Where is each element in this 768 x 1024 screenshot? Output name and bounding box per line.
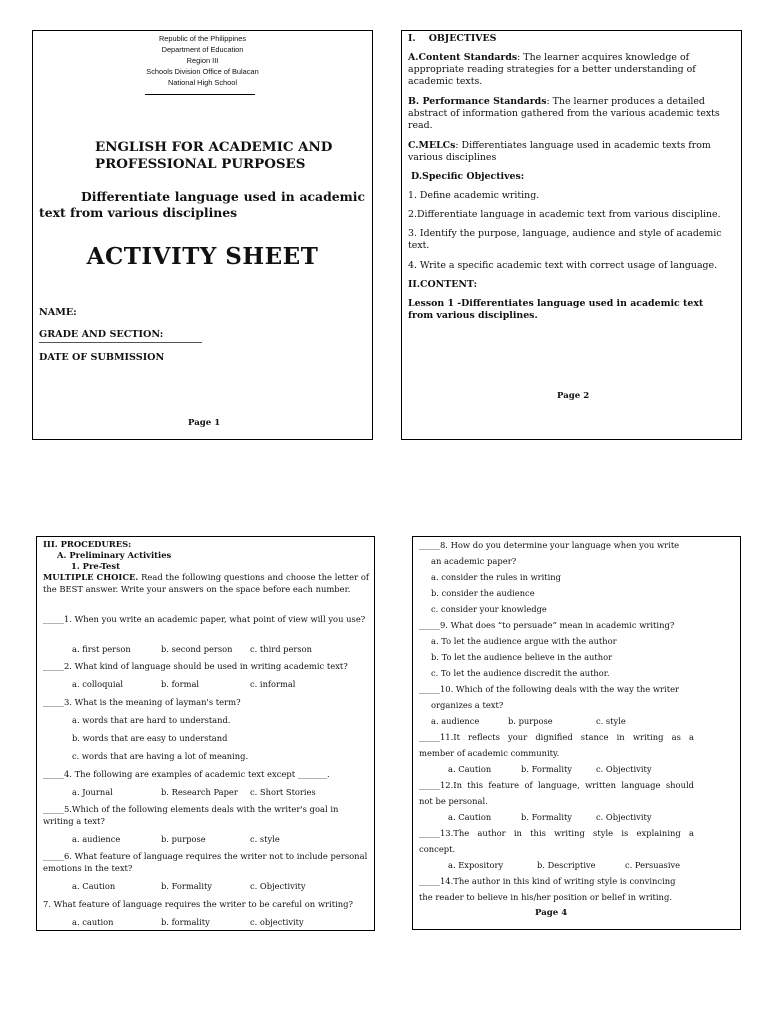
question-9: _____9. What does “to persuade” mean in academic writing? xyxy=(419,620,675,630)
option: c. consider your knowledge xyxy=(431,604,547,614)
option: b. second person xyxy=(161,644,233,654)
option: c. To let the audience discredit the author. xyxy=(431,668,610,678)
activity-sheet-cover-page xyxy=(32,30,373,440)
content-standards-label: A.Content Standards xyxy=(408,52,518,63)
content-standards xyxy=(408,52,730,89)
option: c. style xyxy=(250,834,280,844)
question-5: _____5.Which of the following elements deals with the writer's goal in writing a text? xyxy=(43,804,339,826)
multiple-choice-instructions xyxy=(43,572,369,595)
instructions-text: Read the following questions and choose the letter of the BEST answer. Write your answers on the space before each number. xyxy=(43,572,369,594)
option: b. formality xyxy=(161,917,210,927)
question-2: _____2. What kind of language should be used in writing academic text? xyxy=(43,661,348,671)
option: c. Objectivity xyxy=(596,812,652,822)
option: a. audience xyxy=(72,834,121,844)
header-underline xyxy=(145,94,255,95)
subject-title-line2: PROFESSIONAL PURPOSES xyxy=(95,156,306,172)
option: c. Objectivity xyxy=(596,764,652,774)
question-7: 7. What feature of language requires the writer to be careful on writing? xyxy=(43,899,353,909)
lesson-subtitle: Differentiate language used in academic text from various disciplines xyxy=(39,189,365,220)
pre-test-continued-page xyxy=(412,536,741,930)
option: a. Caution xyxy=(448,812,492,822)
option: a. audience xyxy=(431,716,480,726)
option: a. Expository xyxy=(448,860,504,870)
melcs xyxy=(408,140,730,164)
question-14-continued: the reader to believe in his/her position or belief in writing. xyxy=(419,892,672,902)
name-label: NAME: xyxy=(39,307,77,318)
objectives-heading: I. OBJECTIVES xyxy=(408,33,497,44)
page-number: Page 4 xyxy=(535,908,568,918)
content-heading: II.CONTENT: xyxy=(408,279,478,290)
question-13: _____13.The author in this writing style is explaining a xyxy=(419,828,694,838)
option: b. To let the audience believe in the author xyxy=(431,652,613,662)
preliminary-activities: A. Preliminary Activities xyxy=(57,550,172,560)
option: a. Caution xyxy=(448,764,492,774)
pre-test-heading: 1. Pre-Test xyxy=(71,561,120,571)
header-school: National High School xyxy=(167,78,238,87)
option: b. consider the audience xyxy=(431,588,535,598)
option: c. third person xyxy=(250,644,312,654)
question-13-continued: concept. xyxy=(419,844,456,854)
performance-standards-text: : The learner produces a detailed abstract of information gathered from the various academic texts read. xyxy=(408,96,720,132)
option: a. Caution xyxy=(72,881,116,891)
question-1: _____1. When you write an academic paper, what point of view will you use? xyxy=(43,614,366,624)
question-8-continued: an academic paper? xyxy=(431,556,517,566)
lesson-title: Lesson 1 -Differentiates language used in academic text from various disciplines. xyxy=(408,298,704,322)
grade-section-label: GRADE AND SECTION: xyxy=(39,329,164,340)
question-4: _____4. The following are examples of academic text except _______. xyxy=(43,769,330,779)
question-8: _____8. How do you determine your language when you write xyxy=(419,540,680,550)
activity-sheet-title: ACTIVITY SHEET xyxy=(86,243,319,270)
option: b. formal xyxy=(161,679,200,689)
option: c. Objectivity xyxy=(250,881,306,891)
question-11: _____11.It reflects your dignified stance in writing as a xyxy=(419,732,694,742)
question-6: _____6. What feature of language requires the writer not to include personal emotions in the text? xyxy=(43,851,368,873)
option: a. first person xyxy=(72,644,131,654)
option: c. words that are having a lot of meaning. xyxy=(72,751,249,761)
melcs-text: : Differentiates language used in academic texts from various disciplines xyxy=(408,140,711,164)
multiple-choice-label: MULTIPLE CHOICE. xyxy=(43,572,139,582)
procedures-heading: III. PROCEDURES: xyxy=(43,539,132,549)
content-standards-text: : The learner acquires knowledge of appropriate reading strategies for a better understanding of academic texts. xyxy=(408,52,696,88)
header-region: Region III xyxy=(186,56,219,65)
option: c. Persuasive xyxy=(625,860,681,870)
subject-title-line1: ENGLISH FOR ACADEMIC AND xyxy=(95,139,333,155)
header-division: Schools Division Office of Bulacan xyxy=(146,67,259,76)
question-12-continued: not be personal. xyxy=(419,796,488,806)
option: a. consider the rules in writing xyxy=(431,572,561,582)
question-14: _____14.The author in this kind of writing style is convincing xyxy=(419,876,676,886)
option: a. colloquial xyxy=(72,679,124,689)
objective-item: 4. Write a specific academic text with correct usage of language. xyxy=(408,260,718,271)
date-of-submission-label: DATE OF SUBMISSION xyxy=(39,352,165,363)
option: a. words that are hard to understand. xyxy=(72,715,231,725)
option: b. purpose xyxy=(508,716,553,726)
option: a. caution xyxy=(72,917,114,927)
option: a. Journal xyxy=(72,787,113,797)
option: c. objectivity xyxy=(250,917,304,927)
option: c. style xyxy=(596,716,626,726)
question-11-continued: member of academic community. xyxy=(419,748,560,758)
subject-title xyxy=(95,139,332,173)
header-republic: Republic of the Philippines xyxy=(158,34,247,43)
option: b. Formality xyxy=(161,881,212,891)
performance-standards-label: B. Performance Standards xyxy=(408,96,547,107)
objective-item: 2.Differentiate language in academic text from various discipline. xyxy=(408,209,721,220)
objective-item: 3. Identify the purpose, language, audience and style of academic text. xyxy=(408,228,722,252)
option: b. words that are easy to understand xyxy=(72,733,228,743)
option: b. Formality xyxy=(521,764,572,774)
question-12: _____12.In this feature of language, written language should xyxy=(419,780,694,790)
option: c. informal xyxy=(250,679,296,689)
option: b. purpose xyxy=(161,834,206,844)
melcs-label: C.MELCs xyxy=(408,140,456,151)
question-3: _____3. What is the meaning of layman's term? xyxy=(43,697,241,707)
question-10: _____10. Which of the following deals with the way the writer xyxy=(419,684,680,694)
page-number: Page 1 xyxy=(188,418,221,428)
grade-section-line xyxy=(39,342,202,343)
option: b. Research Paper xyxy=(161,787,238,797)
header-deped: Department of Education xyxy=(161,45,244,54)
question-10-continued: organizes a text? xyxy=(431,700,504,710)
specific-objectives-heading: D.Specific Objectives: xyxy=(411,171,525,182)
option: a. To let the audience argue with the author xyxy=(431,636,617,646)
option: b. Formality xyxy=(521,812,572,822)
page-number: Page 2 xyxy=(557,391,590,401)
objective-item: 1. Define academic writing. xyxy=(408,190,540,201)
pre-test-page xyxy=(36,536,375,931)
option: c. Short Stories xyxy=(250,787,316,797)
objectives-page xyxy=(401,30,742,440)
performance-standards xyxy=(408,96,730,133)
option: b. Descriptive xyxy=(537,860,596,870)
